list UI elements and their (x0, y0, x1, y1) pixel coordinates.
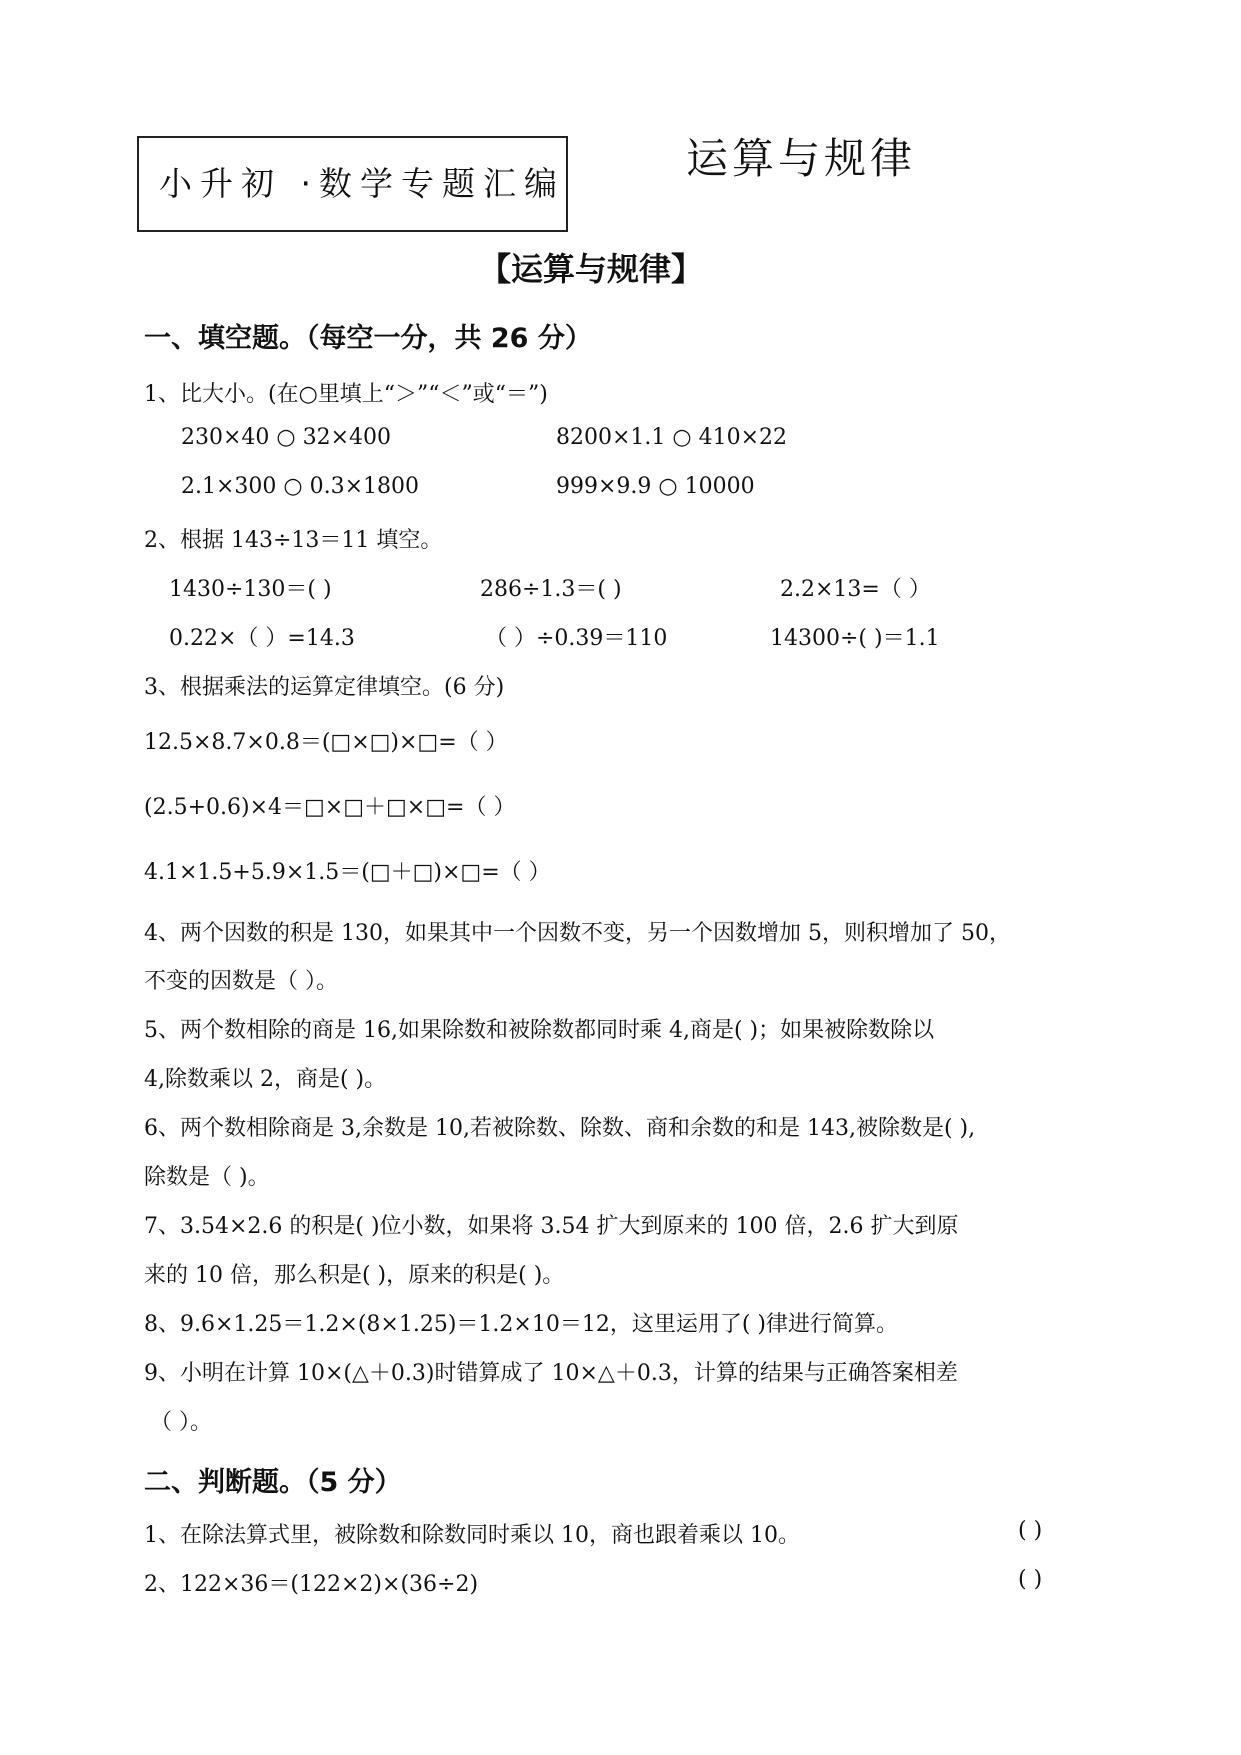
q5-line1: 5、两个数相除的商是 16,如果除数和被除数都同时乘 4,商是( )；如果被除数除以 (144, 1018, 935, 1043)
section1-heading: 一、填空题。（每空一分，共 26 分） (144, 323, 592, 354)
q1-row1-right: 8200×1.1 ○ 410×22 (556, 425, 788, 450)
topic-title: 【运算与规律】 (479, 250, 704, 288)
judge-2-bracket: ( ) (1018, 1567, 1043, 1592)
q8-line1: 8、9.6×1.25＝1.2×(8×1.25)＝1.2×10＝12，这里运用了( )律进行简算。 (144, 1312, 898, 1337)
q2-row2-a: 0.22×（ ）=14.3 (169, 626, 355, 651)
q4-line1: 4、两个因数的积是 130，如果其中一个因数不变，另一个因数增加 5，则积增加了 50， (144, 921, 1011, 946)
q1-row2-right: 999×9.9 ○ 10000 (556, 474, 755, 499)
q6-line1: 6、两个数相除商是 3,余数是 10,若被除数、除数、商和余数的和是 143,被除数是( ), (144, 1116, 976, 1141)
q3-prompt: 3、根据乘法的运算定律填空。(6 分) (144, 675, 505, 700)
q1-row2-left: 2.1×300 ○ 0.3×1800 (181, 474, 420, 499)
q3-line1: 12.5×8.7×0.8＝(□×□)×□=（ ） (144, 730, 508, 755)
series-title: 小升初 ·数学专题汇编 (159, 164, 565, 203)
header-box (137, 136, 568, 232)
q5-line2: 4,除数乘以 2，商是( )。 (144, 1067, 387, 1092)
q9-line1: 9、小明在计算 10×(△＋0.3)时错算成了 10×△＋0.3，计算的结果与正确答案相差 (144, 1361, 958, 1386)
q2-row1-a: 1430÷130＝( ) (169, 577, 332, 602)
judge-1-text: 1、在除法算式里，被除数和除数同时乘以 10，商也跟着乘以 10。 (144, 1523, 800, 1548)
q2-prompt: 2、根据 143÷13＝11 填空。 (144, 528, 443, 553)
q2-row1-b: 286÷1.3＝( ) (480, 577, 622, 602)
q2-row2-b: （ ）÷0.39＝110 (485, 626, 668, 651)
q3-line3: 4.1×1.5+5.9×1.5＝(□＋□)×□=（ ） (144, 860, 551, 885)
q9-line2: （ ）。 (150, 1410, 212, 1435)
q2-row2-c: 14300÷( )＝1.1 (770, 626, 940, 651)
judge-1-bracket: ( ) (1018, 1518, 1043, 1543)
section2-heading: 二、判断题。（5 分） (144, 1467, 402, 1498)
q3-line2: (2.5+0.6)×4＝□×□＋□×□=（ ） (144, 795, 516, 820)
q1-row1-left: 230×40 ○ 32×400 (181, 425, 392, 450)
page-title: 运算与规律 (686, 134, 917, 183)
q7-line1: 7、3.54×2.6 的积是( )位小数，如果将 3.54 扩大到原来的 100 倍，2.6 扩大到原 (144, 1214, 959, 1239)
q4-line2: 不变的因数是（ ）。 (144, 969, 338, 994)
q7-line2: 来的 10 倍，那么积是( )，原来的积是( )。 (144, 1263, 565, 1288)
q1-prompt: 1、比大小。(在○里填上“＞”“＜”或“＝”) (144, 382, 548, 407)
q6-line2: 除数是（ )。 (144, 1165, 270, 1190)
q2-row1-c: 2.2×13=（ ） (780, 577, 931, 602)
judge-2-text: 2、122×36＝(122×2)×(36÷2) (144, 1572, 479, 1597)
